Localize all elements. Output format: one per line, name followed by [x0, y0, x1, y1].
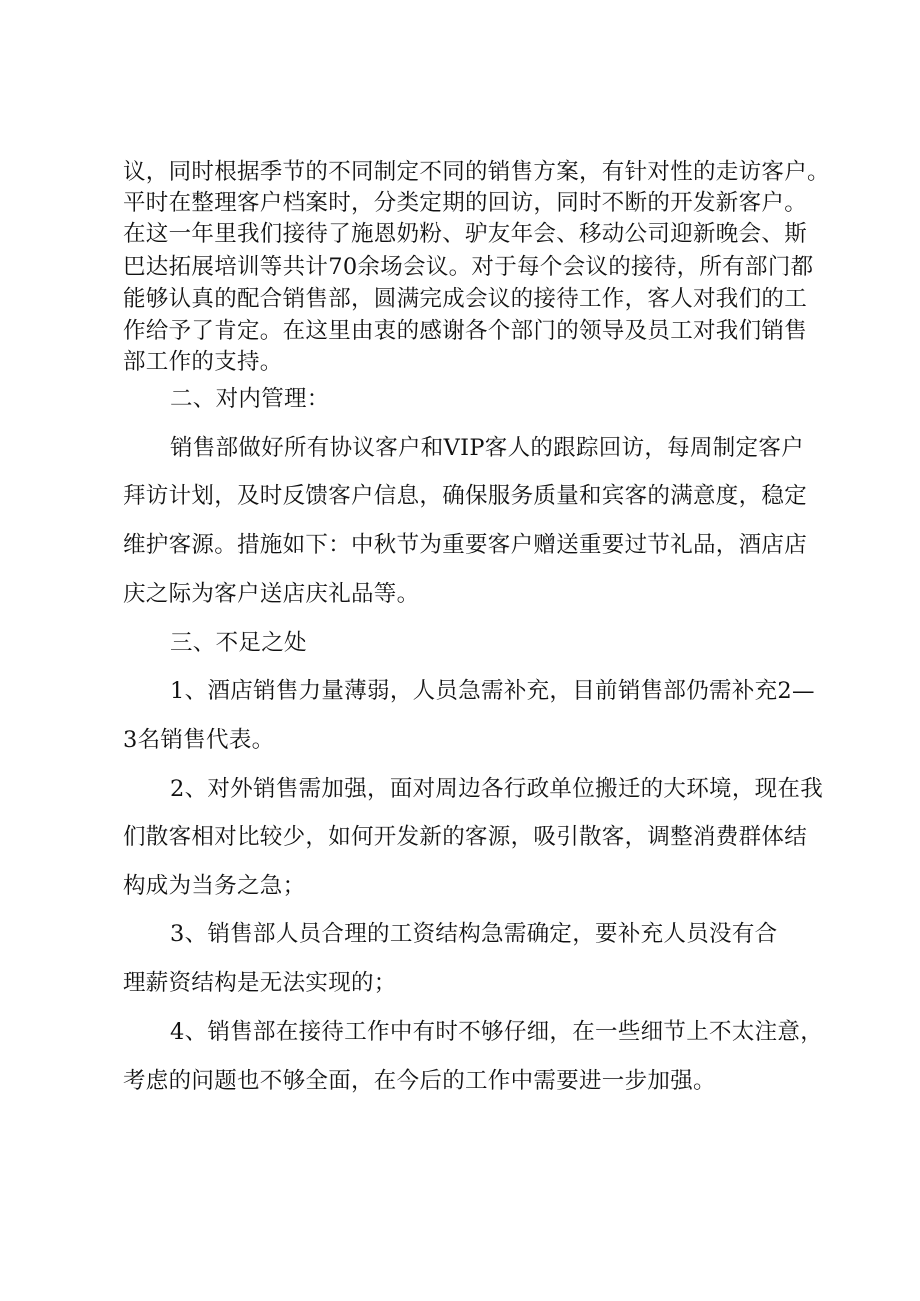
paragraph-line: 庆之际为客户送店庆礼品等。 [123, 581, 420, 607]
list-item-line: 4、销售部在接待工作中有时不够仔细，在一些细节上不太注意， [170, 1019, 824, 1045]
paragraph-line: 巴达拓展培训等共计70余场会议。对于每个会议的接待，所有部门都 [123, 254, 814, 280]
paragraph-line: 在这一年里我们接待了施恩奶粉、驴友年会、移动公司迎新晚会、斯 [123, 221, 808, 247]
paragraph-line: 部工作的支持。 [123, 349, 283, 375]
section-heading: 三、不足之处 [170, 630, 307, 656]
list-item-line: 构成为当务之急； [123, 873, 306, 899]
list-item-line: 们散客相对比较少，如何开发新的客源，吸引散客，调整消费群体结 [123, 824, 808, 850]
list-item-line: 理薪资结构是无法实现的； [123, 970, 397, 996]
paragraph-line: 作给予了肯定。在这里由衷的感谢各个部门的领导及员工对我们销售 [123, 318, 808, 344]
paragraph-line: 能够认真的配合销售部，圆满完成会议的接待工作，客人对我们的工 [123, 286, 808, 312]
list-item-line: 1、酒店销售力量薄弱，人员急需补充，目前销售部仍需补充2— [170, 678, 815, 704]
section-heading: 二、对内管理： [170, 386, 330, 412]
paragraph-line: 维护客源。措施如下：中秋节为重要客户赠送重要过节礼品，酒店店 [123, 532, 808, 558]
paragraph-line: 平时在整理客户档案时，分类定期的回访，同时不断的开发新客户。 [123, 190, 808, 216]
list-item-line: 考虑的问题也不够全面，在今后的工作中需要进一步加强。 [123, 1068, 716, 1094]
list-item-line: 2、对外销售需加强，面对周边各行政单位搬迁的大环境，现在我 [170, 776, 824, 802]
list-item-line: 3、销售部人员合理的工资结构急需确定，要补充人员没有合 [170, 921, 778, 947]
list-item-line: 3名销售代表。 [123, 727, 275, 753]
paragraph-line: 议，同时根据季节的不同制定不同的销售方案，有针对性的走访客户。 [123, 159, 830, 185]
paragraph-line: 销售部做好所有协议客户和VIP客人的跟踪回访，每周制定客户 [170, 435, 804, 461]
paragraph-line: 拜访计划，及时反馈客户信息，确保服务质量和宾客的满意度，稳定 [123, 483, 808, 509]
